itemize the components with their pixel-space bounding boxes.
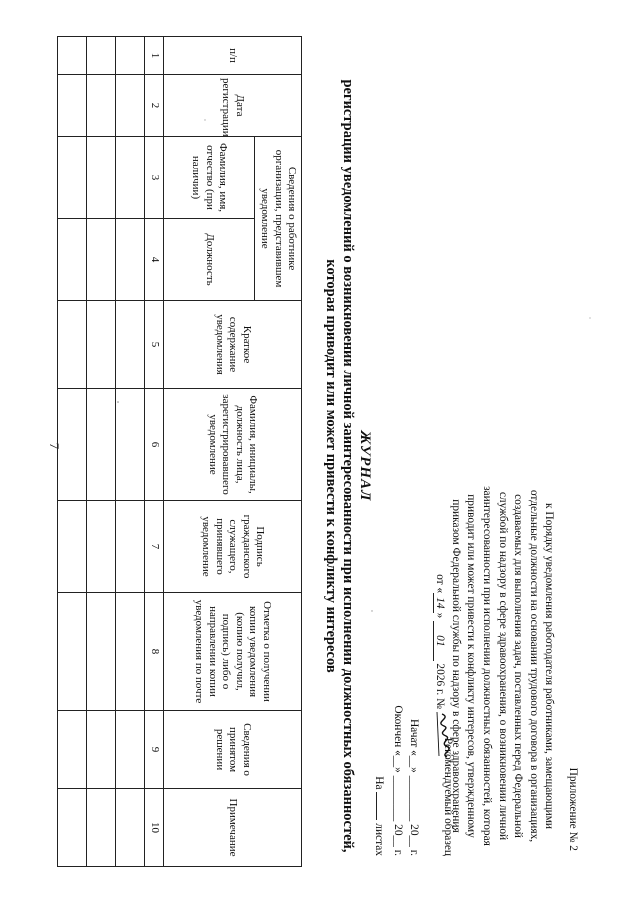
table-cell	[87, 301, 116, 389]
header-registrar: Фамилия, инициалы, должность лица, зарегистрировавшего уведомление	[164, 389, 302, 501]
appendix-title: Приложение № 2	[567, 767, 579, 851]
table-cell	[116, 789, 145, 867]
column-number: 3	[145, 137, 164, 219]
sheets-blank	[376, 792, 387, 820]
table-cell	[58, 593, 87, 711]
header-date: Дата регистрации	[164, 75, 302, 137]
sheets-prefix: На	[373, 776, 385, 790]
table-row	[87, 37, 116, 867]
header-decision: Сведения о принятом решении	[164, 711, 302, 789]
table-cell	[116, 137, 145, 219]
header-copy: Отметка о получении копии уведомления (копию получил, подпись) либо о направлении копии уведомления по почте	[164, 593, 302, 711]
header-worker-name: Фамилия, имя, отчество (при наличии)	[164, 137, 255, 219]
order-day-close: »	[434, 612, 447, 619]
order-prefix: от «	[434, 574, 447, 594]
table-cell	[87, 137, 116, 219]
journal-subtitle: регистрации уведомлений о возникновении личной заинтересованности при исполнении должностных обязанностей, которая приводит или может привести к конфликту интересов	[323, 79, 356, 853]
table-row	[116, 37, 145, 867]
order-year: 2026 г. №	[434, 663, 447, 709]
table-cell	[116, 37, 145, 75]
column-number: 6	[145, 389, 164, 501]
rotated-document-sheet	[50, 26, 590, 876]
table-cell	[116, 75, 145, 137]
column-number: 7	[145, 501, 164, 593]
table-cell	[116, 219, 145, 301]
table-cell	[87, 219, 116, 301]
column-number: 8	[145, 593, 164, 711]
table-cell	[58, 789, 87, 867]
header-worker-group: Сведения о работнике организации, представившем уведомление	[255, 137, 302, 301]
header-summary: Краткое содержание уведомления	[164, 301, 302, 389]
table-cell	[116, 301, 145, 389]
column-number: 10	[145, 789, 164, 867]
table-cell	[58, 389, 87, 501]
table-cell	[116, 593, 145, 711]
table-cell	[87, 501, 116, 593]
table-cell	[116, 389, 145, 501]
ended-date: Окончен «__» ________ 20__ г.	[392, 705, 404, 856]
header-num: п/п	[164, 37, 302, 75]
table-cell	[58, 219, 87, 301]
table-cell	[58, 301, 87, 389]
table-cell	[116, 711, 145, 789]
table-cell	[58, 75, 87, 137]
column-number: 9	[145, 711, 164, 789]
table-cell	[87, 711, 116, 789]
journal-table	[57, 36, 302, 867]
table-cell	[58, 711, 87, 789]
header-note: Примечание	[164, 789, 302, 867]
table-cell	[58, 137, 87, 219]
table-cell	[58, 37, 87, 75]
journal-heading	[322, 66, 373, 866]
column-number: 4	[145, 219, 164, 301]
header-worker-position: Должность	[164, 219, 255, 301]
column-number: 5	[145, 301, 164, 389]
header-signature: Подпись гражданского служащего, принявшего уведомление	[164, 501, 302, 593]
table-cell	[87, 75, 116, 137]
journal-title: ЖУРНАЛ	[357, 430, 373, 502]
column-number: 1	[145, 37, 164, 75]
table-cell	[87, 389, 116, 501]
sheets-count	[373, 626, 387, 856]
table-cell	[87, 37, 116, 75]
column-number: 2	[145, 75, 164, 137]
appendix-body: к Порядку уведомления работодателя работниками, замещающими отдельные должности на основании трудового договора в организациях, создаваемых для выполнения задач, поставленных перед Федеральной службой по надзору в сфере здравоохранения, о возникновении личной заинтересованности при исполнении должностных обязанностей, которая приводит или может привести к конфликту интересов, утвержденному приказом Федеральной службы по надзору в сфере здравоохранения	[449, 486, 556, 846]
table-cell	[87, 593, 116, 711]
table-cell	[58, 501, 87, 593]
table-number-row	[145, 37, 164, 867]
started-date: Начат «__» ________ 20__ г.	[408, 718, 420, 856]
table-cell	[87, 789, 116, 867]
sample-mark: Рекомендуемый образец	[442, 737, 454, 856]
table-cell	[116, 501, 145, 593]
sheets-suffix: листах	[373, 823, 385, 856]
order-day: 14	[433, 593, 446, 612]
order-month: 01	[433, 621, 446, 660]
page-number: 7	[47, 442, 62, 450]
table-row	[58, 37, 87, 867]
table-header-row	[255, 37, 302, 867]
